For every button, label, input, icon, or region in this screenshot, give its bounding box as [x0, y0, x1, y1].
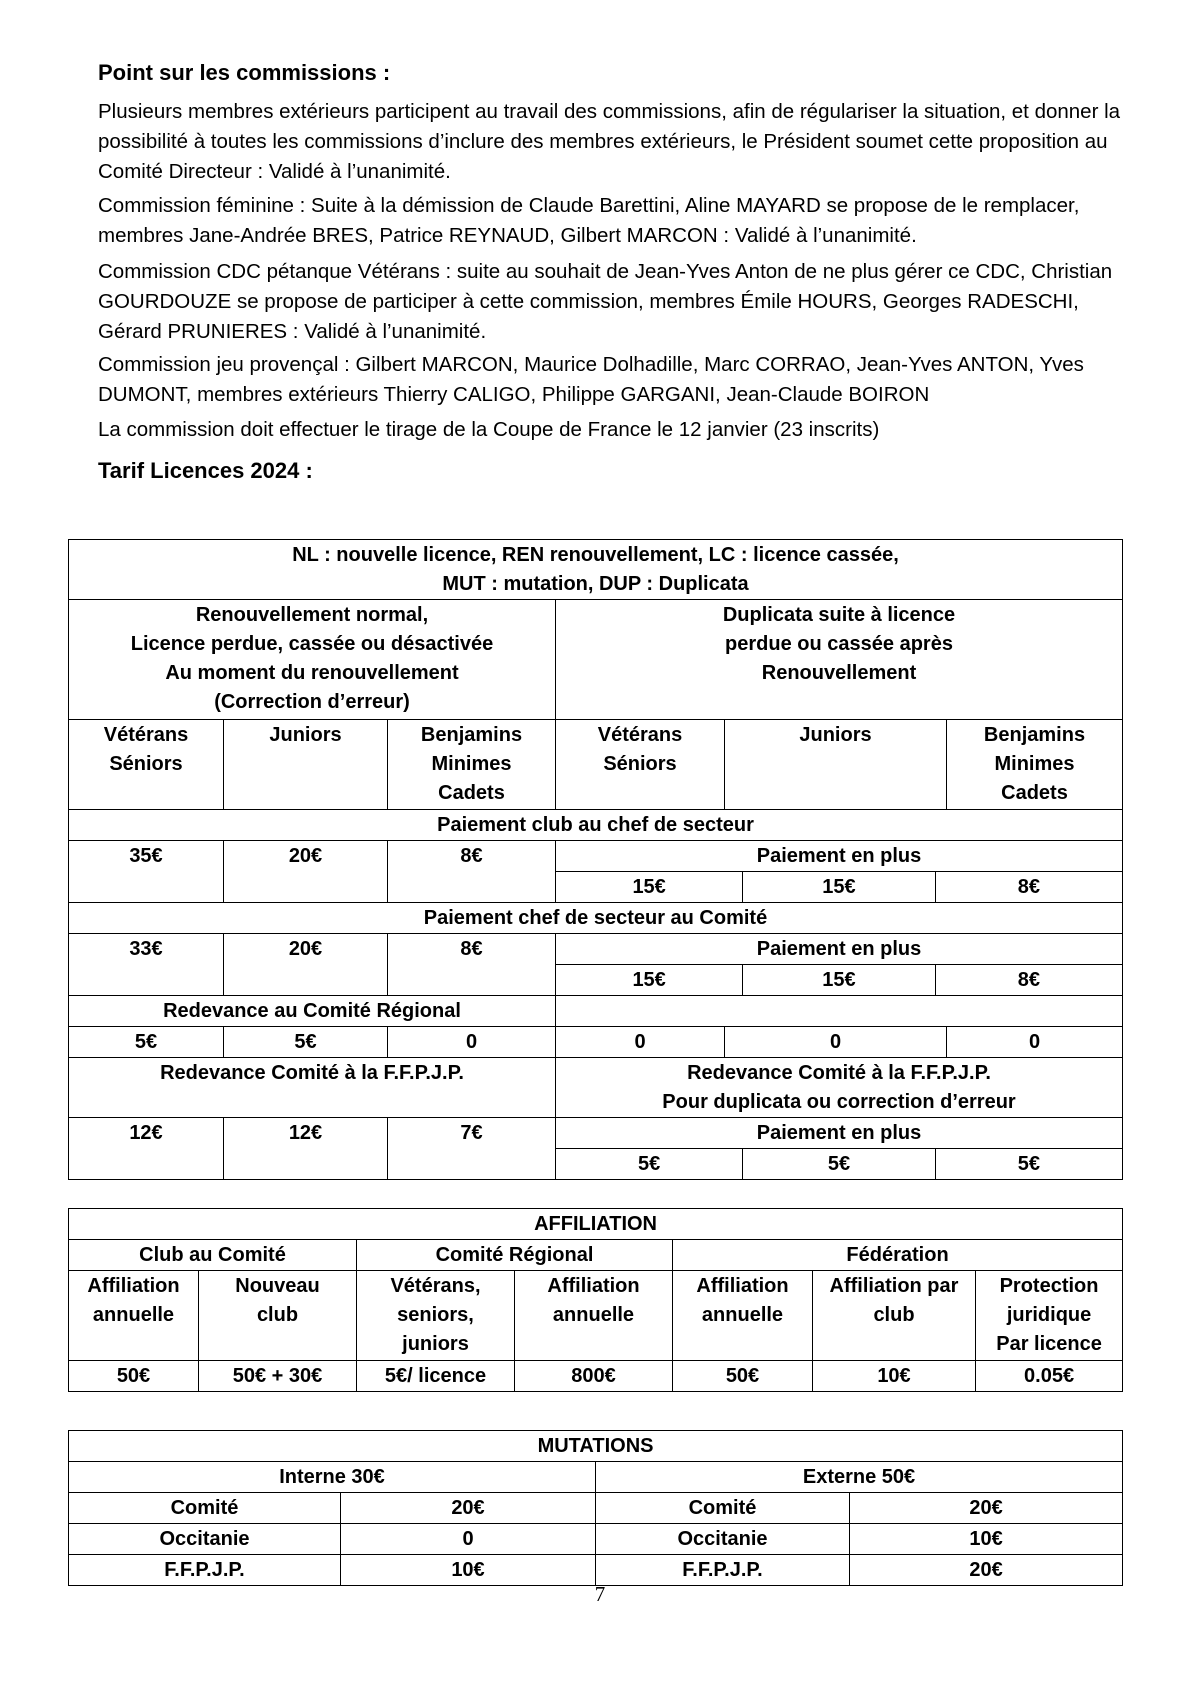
- section-title-paiement-chef-secteur: Paiement chef de secteur au Comité: [69, 903, 1123, 934]
- category-header-benjamins-minimes-cadets-duplicata: Benjamins Minimes Cadets: [947, 720, 1123, 810]
- section-title-redevance-ffpjp-duplicata: Redevance Comité à la F.F.P.J.P. Pour duplicata ou correction d’erreur: [556, 1058, 1123, 1118]
- column-header: Affiliation annuelle: [673, 1271, 813, 1361]
- table-cell: 20€: [850, 1555, 1123, 1586]
- table-cell: 50€: [673, 1361, 813, 1392]
- mutations-title: MUTATIONS: [69, 1431, 1123, 1462]
- table-cell: Comité: [69, 1493, 341, 1524]
- table-cell: 20€: [224, 934, 388, 996]
- table-cell: 10€: [850, 1524, 1123, 1555]
- section-title-redevance-regional: Redevance au Comité Régional: [69, 996, 556, 1027]
- table-cell: 15€: [743, 872, 935, 903]
- paragraph-coupe-de-france: La commission doit effectuer le tirage de la Coupe de France le 12 janvier (23 inscrits): [98, 418, 880, 441]
- column-header: Vétérans, seniors, juniors: [357, 1271, 515, 1361]
- paiement-en-plus-block: [556, 841, 1123, 903]
- category-header-juniors-duplicata: Juniors: [725, 720, 947, 810]
- group-federation: Fédération: [673, 1240, 1123, 1271]
- duplicata-header: Duplicata suite à licence perdue ou cassée après Renouvellement: [556, 600, 1123, 720]
- renouvellement-normal-header: Renouvellement normal, Licence perdue, cassée ou désactivée Au moment du renouvellement (Correction d’erreur): [69, 600, 556, 720]
- table-cell: 0: [388, 1027, 556, 1058]
- table-cell: F.F.P.J.P.: [596, 1555, 850, 1586]
- table-cell: 10€: [341, 1555, 596, 1586]
- group-club-au-comite: Club au Comité: [69, 1240, 357, 1271]
- table-cell: 15€: [632, 969, 666, 991]
- table-row: [69, 1555, 1123, 1586]
- heading-commissions: Point sur les commissions :: [98, 60, 391, 85]
- table-cell: 5€: [69, 1027, 224, 1058]
- column-header: Affiliation annuelle: [69, 1271, 199, 1361]
- category-header-veterans-seniors-duplicata: Vétérans Séniors: [556, 720, 725, 810]
- mutations-table: [68, 1430, 1123, 1586]
- table-cell: 15€: [743, 965, 935, 996]
- column-header: Nouveau club: [199, 1271, 357, 1361]
- table-cell: 50€ + 30€: [199, 1361, 357, 1392]
- table-cell: Occitanie: [596, 1524, 850, 1555]
- page-number: 7: [594, 1582, 606, 1606]
- table-cell: 0: [947, 1027, 1123, 1058]
- column-header: Affiliation par club: [813, 1271, 976, 1361]
- paiement-en-plus-block: [556, 934, 1123, 996]
- table-row: [69, 1493, 1123, 1524]
- table-cell: 20€: [341, 1493, 596, 1524]
- paiement-en-plus-label: Paiement en plus: [556, 841, 1122, 872]
- mutation-externe: Externe 50€: [596, 1462, 1123, 1493]
- table-cell: 20€: [850, 1493, 1123, 1524]
- paragraph-commission-cdc-veterans: Commission CDC pétanque Vétérans : suite au souhait de Jean-Yves Anton de ne plus gérer ce CDC, Christian GOURDOUZE se propose de participer à cette commission, membres Émile HOURS, Georges RADESCHI, Gérard PRUNIERES : Validé à l’unanimité.: [98, 260, 1113, 343]
- column-header: Protection juridique Par licence: [976, 1271, 1123, 1361]
- table-cell: 0: [725, 1027, 947, 1058]
- paiement-en-plus-label: Paiement en plus: [556, 934, 1122, 965]
- table-cell: 33€: [69, 934, 224, 996]
- paiement-en-plus-block: [556, 1118, 1123, 1180]
- table-cell: 5€: [935, 1149, 1122, 1180]
- table-cell: 7€: [388, 1118, 556, 1180]
- table-cell: Comité: [596, 1493, 850, 1524]
- affiliation-title: AFFILIATION: [69, 1209, 1123, 1240]
- group-comite-regional: Comité Régional: [357, 1240, 673, 1271]
- table-cell: 12€: [224, 1118, 388, 1180]
- affiliation-table: [68, 1208, 1123, 1392]
- table-cell: 12€: [69, 1118, 224, 1180]
- table-cell: 8€: [388, 841, 556, 903]
- licences-table: [68, 539, 1123, 1180]
- mutation-interne: Interne 30€: [69, 1462, 596, 1493]
- table-cell: 800€: [515, 1361, 673, 1392]
- table-cell: 5€: [224, 1027, 388, 1058]
- column-header: Affiliation annuelle: [515, 1271, 673, 1361]
- table-cell: 20€: [224, 841, 388, 903]
- table-cell: 0: [556, 1027, 725, 1058]
- table-cell: 10€: [813, 1361, 976, 1392]
- table-cell: 35€: [69, 841, 224, 903]
- paiement-en-plus-label: Paiement en plus: [556, 1118, 1122, 1149]
- paragraph-commissions-intro: Plusieurs membres extérieurs participent au travail des commissions, afin de régulariser la situation, et donner la possibilité à toutes les commissions d’inclure des membres extérieurs, le Président soumet cette proposition au Comité Directeur : Validé à l’unanimité.: [98, 100, 1121, 183]
- paragraph-commission-jeu-provencal: Commission jeu provençal : Gilbert MARCON, Maurice Dolhadille, Marc CORRAO, Jean-Yves ANTON, Yves DUMONT, membres extérieurs Thierry CALIGO, Philippe GARGANI, Jean-Claude BOIRON: [98, 353, 1084, 406]
- table-cell: F.F.P.J.P.: [69, 1555, 341, 1586]
- section-title-paiement-club: Paiement club au chef de secteur: [69, 810, 1123, 841]
- category-header-benjamins-minimes-cadets: Benjamins Minimes Cadets: [388, 720, 556, 810]
- table-cell: 8€: [388, 934, 556, 996]
- table-cell: Occitanie: [69, 1524, 341, 1555]
- heading-tarif-licences: Tarif Licences 2024 :: [98, 458, 313, 483]
- table-cell: 5€: [743, 1149, 935, 1180]
- category-header-veterans-seniors: Vétérans Séniors: [69, 720, 224, 810]
- table-row: [69, 1524, 1123, 1555]
- section-title-redevance-ffpjp: Redevance Comité à la F.F.P.J.P.: [69, 1058, 556, 1118]
- table-cell: 0: [341, 1524, 596, 1555]
- table-cell: 15€: [632, 876, 666, 898]
- empty-cell: [556, 996, 1123, 1027]
- category-header-juniors: Juniors: [224, 720, 388, 810]
- table-cell: 5€: [638, 1153, 661, 1175]
- table-cell: 8€: [935, 872, 1122, 903]
- table-cell: 50€: [69, 1361, 199, 1392]
- table-cell: 5€/ licence: [357, 1361, 515, 1392]
- licence-abbreviations-legend: NL : nouvelle licence, REN renouvellement, LC : licence cassée, MUT : mutation, DUP : Duplicata: [69, 540, 1123, 600]
- table-cell: 0.05€: [976, 1361, 1123, 1392]
- paragraph-commission-feminine: Commission féminine : Suite à la démission de Claude Barettini, Aline MAYARD se propose de le remplacer, membres Jane-Andrée BRES, Patrice REYNAUD, Gilbert MARCON : Validé à l’unanimité.: [98, 194, 1080, 247]
- table-cell: 8€: [935, 965, 1122, 996]
